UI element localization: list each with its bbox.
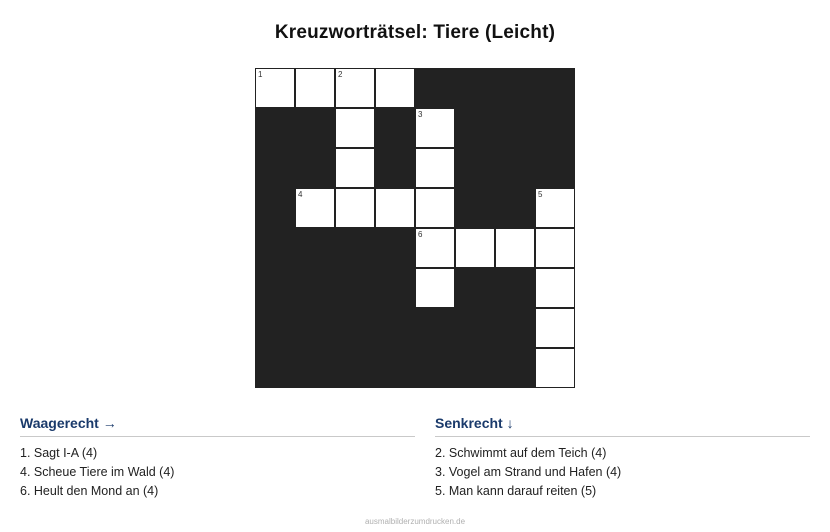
crossword-grid-container — [255, 68, 575, 388]
crossword-cell-open[interactable] — [375, 188, 415, 228]
crossword-cell-block — [375, 308, 415, 348]
crossword-cell-open[interactable] — [415, 108, 455, 148]
crossword-cell-open[interactable] — [375, 68, 415, 108]
crossword-cell-block — [255, 108, 295, 148]
crossword-cell-block — [495, 268, 535, 308]
across-heading: Waagerecht → — [20, 415, 415, 437]
crossword-cell-block — [255, 348, 295, 388]
crossword-cell-block — [415, 68, 455, 108]
across-clues-column — [20, 415, 415, 500]
crossword-cell-block — [495, 188, 535, 228]
crossword-cell-block — [495, 148, 535, 188]
crossword-cell-block — [375, 348, 415, 388]
clue-item: 3. Vogel am Strand und Hafen (4) — [435, 464, 622, 479]
crossword-cell-block — [375, 148, 415, 188]
crossword-cell-block — [495, 68, 535, 108]
crossword-cell-block — [455, 188, 495, 228]
crossword-cell-open[interactable] — [335, 68, 375, 108]
crossword-cell-open[interactable] — [415, 228, 455, 268]
page-title: Kreuzworträtsel: Tiere (Leicht) — [274, 22, 556, 43]
crossword-cell-block — [295, 348, 335, 388]
crossword-cell-block — [455, 148, 495, 188]
crossword-cell-block — [495, 108, 535, 148]
crossword-cell-block — [295, 148, 335, 188]
crossword-cell-block — [495, 308, 535, 348]
crossword-cell-open[interactable] — [415, 268, 455, 308]
clue-item: 6. Heult den Mond an (4) — [20, 483, 159, 498]
crossword-cell-block — [455, 68, 495, 108]
crossword-cell-open[interactable] — [295, 188, 335, 228]
footer-watermark: ausmalbilderzumdrucken.de — [364, 517, 466, 526]
crossword-cell-block — [335, 308, 375, 348]
crossword-cell-block — [455, 268, 495, 308]
crossword-cell-block — [535, 148, 575, 188]
clue-item: 1. Sagt I-A (4) — [20, 445, 98, 460]
crossword-cell-open[interactable] — [335, 108, 375, 148]
crossword-cell-open[interactable] — [535, 268, 575, 308]
crossword-cell-block — [295, 308, 335, 348]
crossword-cell-block — [295, 108, 335, 148]
crossword-cell-block — [415, 308, 455, 348]
crossword-cell-block — [495, 348, 535, 388]
crossword-cell-block — [375, 268, 415, 308]
cell-number: 2 — [338, 70, 343, 79]
cell-number: 4 — [298, 190, 303, 199]
crossword-cell-block — [335, 348, 375, 388]
cell-number: 6 — [418, 230, 423, 239]
crossword-cell-block — [335, 268, 375, 308]
crossword-cell-block — [295, 228, 335, 268]
crossword-cell-block — [455, 348, 495, 388]
crossword-cell-block — [295, 268, 335, 308]
clue-item: 2. Schwimmt auf dem Teich (4) — [435, 445, 607, 460]
crossword-cell-open[interactable] — [295, 68, 335, 108]
crossword-cell-block — [255, 148, 295, 188]
crossword-cell-open[interactable] — [535, 348, 575, 388]
crossword-cell-open[interactable] — [415, 188, 455, 228]
crossword-cell-block — [455, 308, 495, 348]
crossword-cell-block — [255, 268, 295, 308]
crossword-cell-open[interactable] — [495, 228, 535, 268]
crossword-grid — [255, 68, 575, 388]
crossword-cell-open[interactable] — [535, 308, 575, 348]
crossword-cell-block — [535, 108, 575, 148]
crossword-cell-block — [535, 68, 575, 108]
clue-item: 5. Man kann darauf reiten (5) — [435, 483, 597, 498]
crossword-cell-block — [255, 228, 295, 268]
crossword-cell-block — [415, 348, 455, 388]
crossword-cell-open[interactable] — [535, 188, 575, 228]
down-clues-column — [415, 415, 810, 500]
cell-number: 5 — [538, 190, 543, 199]
crossword-cell-block — [255, 188, 295, 228]
crossword-cell-block — [375, 228, 415, 268]
cell-number: 1 — [258, 70, 263, 79]
crossword-cell-open[interactable] — [255, 68, 295, 108]
crossword-cell-block — [375, 108, 415, 148]
cell-number: 3 — [418, 110, 423, 119]
crossword-cell-block — [335, 228, 375, 268]
crossword-cell-open[interactable] — [415, 148, 455, 188]
crossword-cell-block — [455, 108, 495, 148]
crossword-cell-open[interactable] — [335, 148, 375, 188]
clue-item: 4. Scheue Tiere im Wald (4) — [20, 464, 175, 479]
crossword-cell-open[interactable] — [455, 228, 495, 268]
clues-section — [0, 415, 830, 500]
crossword-cell-open[interactable] — [335, 188, 375, 228]
crossword-cell-block — [255, 308, 295, 348]
crossword-cell-open[interactable] — [535, 228, 575, 268]
down-heading: Senkrecht ↓ — [435, 415, 810, 437]
